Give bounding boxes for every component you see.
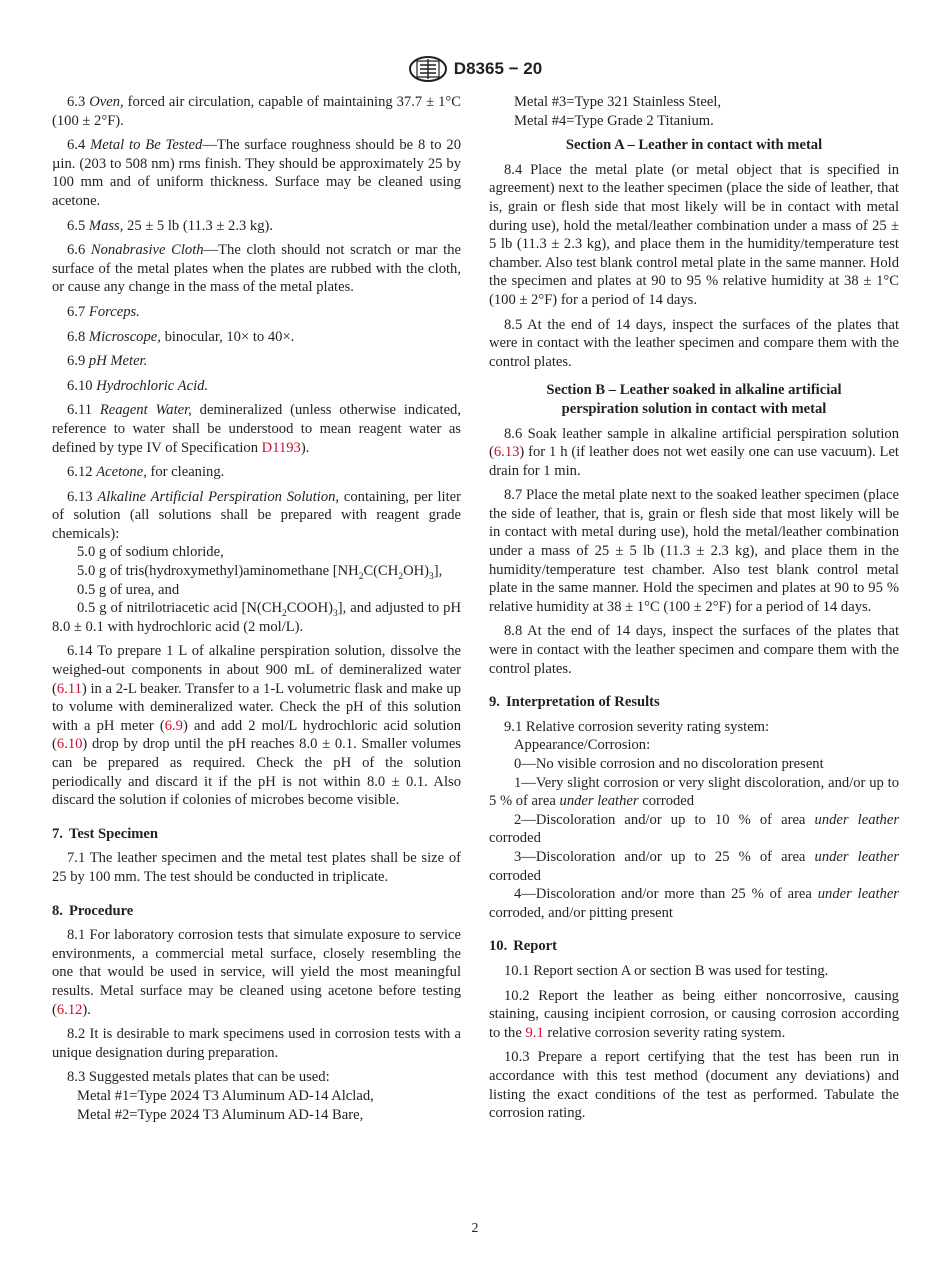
page-header [0,56,950,82]
para-6-13: 6.13 Alkaline Artificial Perspiration Solution, containing, per liter of solution (all solutions shall be prepared with reagent grade chemicals): 5.0 g of sodium chloride, 5.0 g of tris(hydroxymethyl)aminomethane $[NH_2C(CH_2OH)_3]$, 0.5 g of urea, and 0.5 g of nitrilotriacetic acid $[N(CH_2COOH)_3]$, and adjusted to pH 8.0 ± 0.1 with hydrochloric acid (2 mol/L). [52,488,462,635]
para-10-1: 10.1 Report section A or section B was used for testing. [504,962,829,979]
para-8-4: 8.4 Place the metal plate (or metal object that is specified in agreement) next to the leather specimen (place the side of leather, that is, grain or flesh side that most likely will be in contact with metal during use), hold the metal/leather combination under a mass of 25 ± 5 lb (11.3 ± 2.3 kg), and place them in the humidity/temperature test chamber. Also test blank control metal plate in the same manner. Hold the specimen and plates at 90 to 95 % relative humidity at 38 ± 1°C (100 ± 2°F) for a period of 14 days. [489,161,899,308]
ref-6-10-link[interactable]: 6.10 [56,736,83,753]
para-6-11: 6.11 Reagent Water, demineralized (unless otherwise indicated, reference to water shall be understood to mean reagent water as defined by type IV of Specification D1193). [52,402,461,456]
para-6-5: 6.5 Mass, 25 ± 5 lb (11.3 ± 2.3 kg). [67,217,274,234]
para-8-7: 8.7 Place the metal plate next to the soaked leather specimen (place the side of leather, that is, grain or flesh side that most likely will be in contact with metal during use), hold the metal/leather combination under a mass of 25 ± 5 lb (11.3 ± 2.3 kg), and place them in the humidity/temperature test chamber. Also test blank control metal plate in the same manner. Hold the specimen and plates at 90 to 95 % relative humidity at 38 ± 1°C (100 ± 2°F) for a period of 14 days. [489,487,899,615]
para-6-4: 6.4 Metal to Be Tested—The surface roughness should be 8 to 20 µin. (203 to 508 nm) rms finish. They should be approximately 25 by 100 mm and of uniform thickness. Surface may be cleaned using acetone. [52,137,461,209]
ref-d1193-link[interactable]: D1193 [261,439,301,456]
ingredient-2: 5.0 g of tris(hydroxymethyl)aminomethane $[NH_2C(CH_2OH)_3]$, [77,563,443,582]
rating-3: 3—Discoloration and/or up to 25 % of area under leather corroded [489,848,899,884]
para-8-2: 8.2 It is desirable to mark specimens used in corrosion tests with a unique designation during preparation. [52,1026,462,1061]
ingredient-1: 5.0 g of sodium chloride, [77,544,224,561]
para-8-8: 8.8 At the end of 14 days, inspect the surfaces of the plates that were in contact with the leather specimen and compare them with the control plates. [489,623,899,677]
section-b-title: Section B – Leather soaked in alkaline artificial perspiration solution in contact with metal [546,382,842,417]
ingredient-3: 0.5 g of urea, and [77,581,180,598]
para-6-12: 6.12 Acetone, for cleaning. [67,464,225,481]
para-6-7: 6.7 Forceps. [67,303,140,320]
para-6-6: 6.6 Nonabrasive Cloth—The cloth should not scratch or mar the surface of the metal plates when the plates are rubbed with the cloth, or cause any change in the mass of the metal plates. [52,242,461,296]
section-a-title: Section A – Leather in contact with metal [565,137,823,154]
ref-6-13-link[interactable]: 6.13 [493,444,520,461]
para-8-5: 8.5 At the end of 14 days, inspect the surfaces of the plates that were in contact with the leather specimen and compare them with the control plates. [489,316,899,370]
para-10-3: 10.3 Prepare a report certifying that the test has been run in accordance with this test method (document any deviations) and listing the exact conditions of the test as performed. Tabulate the corrosion rating. [489,1049,900,1122]
metal-2: Metal #2=Type 2024 T3 Aluminum AD-14 Bare, [77,1106,364,1123]
ref-6-11-link[interactable]: 6.11 [56,680,82,697]
ref-6-12-link[interactable]: 6.12 [56,1001,83,1018]
para-7-1: 7.1 The leather specimen and the metal test plates shall be size of 25 by 100 mm. The test should be conducted in triplicate. [52,850,461,885]
metal-3: Metal #3=Type 321 Stainless Steel, [514,94,722,110]
para-6-14: 6.14 To prepare 1 L of alkaline perspiration solution, dissolve the weighed-out components in about 900 mL of demineralized water (6.11) in a 2-L beaker. Transfer to a 1-L volumetric flask and make up to volume with demineralized water. Check the pH of this solution with a pH meter (6.9) and add 2 mol/L hydrochloric acid solution (6.10) drop by drop until the pH reaches 8.0 ± 0.1. Smaller volumes can be prepared as required. Check the pH of the solution periodically and discard it if the pH is not within 8.0 ± 0.1. Also discard the solution if colonies of microbes become visible. [52,643,462,809]
ref-6-9-link[interactable]: 6.9 [164,717,183,734]
heading-7: 7. Test Specimen [52,825,159,842]
para-10-2: 10.2 Report the leather as being either noncorrosive, causing staining, causing incipient corrosion, or causing corrosion according to the 9.1 relative corrosion severity rating system. [489,987,899,1041]
left-column [52,93,461,1124]
rating-1: 1—Very slight corrosion or very slight discoloration, and/or up to 5 % of area under leather corroded [489,774,899,810]
rating-4: 4—Discoloration and/or more than 25 % of area under leather corroded, and/or pitting present [489,886,899,921]
heading-9: 9. Interpretation of Results [489,694,660,711]
appearance-label: Appearance/Corrosion: [514,737,651,754]
document-number: D8365 − 20 [453,58,543,78]
page-number: 2 [471,1221,479,1236]
para-8-6: 8.6 Soak leather sample in alkaline artificial perspiration solution (6.13) for 1 h (if leather does not wet easily one can use vacuum). Let drain for 1 min. [489,425,899,479]
metal-1: Metal #1=Type 2024 T3 Aluminum AD-14 Alclad, [77,1087,374,1104]
rating-2: 2—Discoloration and/or up to 10 % of area under leather corroded [489,811,899,847]
para-8-3: 8.3 Suggested metals plates that can be used: Metal #1=Type 2024 T3 Aluminum AD-14 Alclad, Metal #2=Type 2024 T3 Aluminum AD-14 Bare, [52,1068,461,1124]
right-column [489,93,899,1129]
para-6-9: 6.9 pH Meter. [67,353,148,370]
rating-0: 0—No visible corrosion and no discoloration present [514,756,824,772]
para-6-10: 6.10 Hydrochloric Acid. [67,377,209,394]
heading-8: 8. Procedure [52,902,134,919]
astm-logo-icon [408,56,448,82]
ingredient-4: 0.5 g of nitrilotriacetic acid $[N(CH_2COOH)_3]$, and adjusted to pH 8.0 ± 0.1 with hydrochloric acid (2 mol/L). [52,600,462,635]
para-6-3: 6.3 Oven, forced air circulation, capable of maintaining 37.7 ± 1°C (100 ± 2°F). [52,94,461,129]
para-8-1: 8.1 For laboratory corrosion tests that simulate exposure to service environments, a commercial metal surface, closely resembling the one that would be used in service, will yield the most meaningful results. Metal surface may be cleaned using acetone before testing (6.12). [52,927,461,1018]
para-9-1: 9.1 Relative corrosion severity rating system: Appearance/Corrosion: 0—No visible corrosion and no discoloration present 1—Very slight corrosion or very slight discoloration, and/or up to 5 % of area under leather corroded 2—Discoloration and/or up to 10 % of area under leather corroded 3—Discoloration and/or up to 25 % of area under leather corroded 4—Discoloration and/or more than 25 % of area under leather corroded, and/or pitting present [489,718,899,921]
metal-4: Metal #4=Type Grade 2 Titanium. [514,112,714,129]
ref-9-1-link[interactable]: 9.1 [525,1024,544,1041]
para-6-8: 6.8 Microscope, binocular, 10× to 40×. [67,328,295,345]
heading-10: 10. Report [489,938,558,955]
